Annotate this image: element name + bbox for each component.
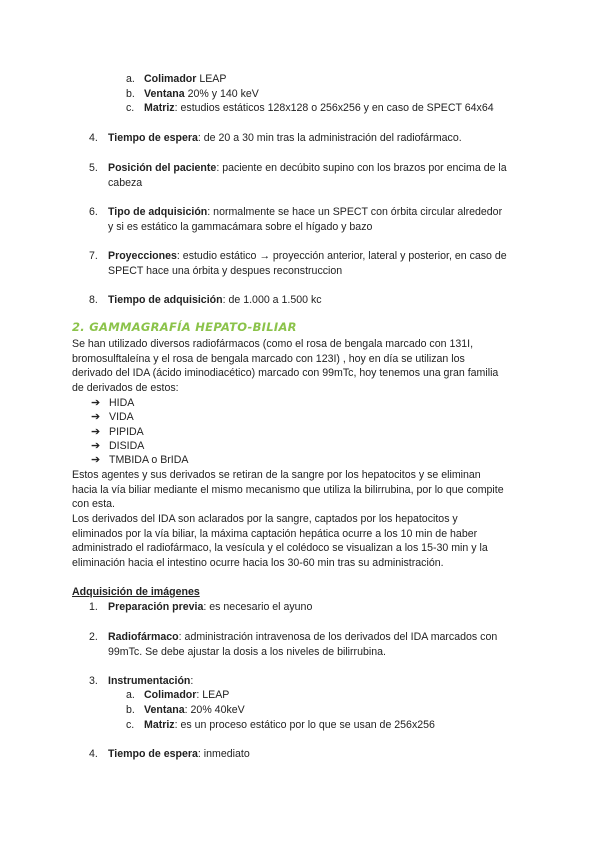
item-marker: b.	[126, 704, 135, 716]
item-label: Tiempo de adquisición	[108, 294, 223, 306]
item-marker: c.	[126, 102, 135, 114]
item-text: estudios estáticos 128x128 o 256x256 y en caso de SPECT 64x64	[180, 102, 494, 114]
item-label: Radiofármaco	[108, 631, 179, 643]
item-label: Colimador	[144, 689, 197, 701]
item-label: Ventana	[144, 704, 185, 716]
item-label: Proyecciones	[108, 250, 177, 262]
paragraph-line: de derivados de estos:	[72, 382, 179, 394]
item-label: Instrumentación	[108, 675, 191, 687]
list-item: 8. Tiempo de adquisición: de 1.000 a 1.500 kc	[89, 294, 322, 306]
item-marker: b.	[126, 88, 135, 100]
item-marker: 5.	[89, 162, 98, 174]
item-label: Preparación previa	[108, 601, 204, 613]
paragraph-line: bromosulftaleína y el rosa de bengala marcado con 123I) , hoy en día se utilizan los	[72, 353, 465, 365]
item-marker: 7.	[89, 250, 98, 262]
item-sep: :	[174, 102, 181, 114]
bullet-item	[91, 396, 134, 410]
arrow-icon: ➔	[91, 397, 101, 409]
item-sep: :	[174, 719, 181, 731]
list-item: 2. Radiofármaco: administración intravenosa de los derivados del IDA marcados con	[89, 631, 498, 643]
item-label: Matriz	[144, 102, 175, 114]
sublist-item	[126, 703, 245, 717]
subheading: Adquisición de imágenes	[72, 586, 200, 598]
bullet-item	[91, 439, 144, 453]
item-text: de 20 a 30 min tras la administración del radiofármaco.	[203, 132, 462, 144]
bullet-text: VIDA	[109, 411, 134, 423]
bullet-text: PIPIDA	[109, 426, 144, 438]
item-text: paciente en decúbito supino con los brazos por encima de la	[222, 162, 507, 174]
sublist-item	[126, 688, 229, 702]
list-item: 7. Proyecciones: estudio estático → proyección anterior, lateral y posterior, en caso de	[89, 250, 507, 262]
item-text: administración intravenosa de los derivados del IDA marcados con	[184, 631, 498, 643]
item-text: es necesario el ayuno	[209, 601, 313, 613]
paragraph-line: Se han utilizado diversos radiofármacos (como el rosa de bengala marcado con 131I,	[72, 338, 474, 350]
bullet-text: DISIDA	[109, 440, 145, 452]
item-marker: 3.	[89, 675, 98, 687]
item-text: de 1.000 a 1.500 kc	[228, 294, 322, 306]
sublist-item	[126, 718, 435, 732]
paragraph-line: eliminación hacia el intestino ocurre hacia los 30-60 min tras su administración.	[72, 557, 444, 569]
item-text: estudio estático → proyección anterior, lateral y posterior, en caso de	[182, 250, 507, 262]
item-text: LEAP	[202, 689, 230, 701]
paragraph-line: derivado del IDA (ácido iminodiacético) marcado con 99mTc, hoy tenemos una gran familia	[72, 367, 499, 379]
item-text-continued: cabeza	[108, 177, 143, 189]
sublist-item	[126, 87, 259, 101]
arrow-icon: ➔	[91, 440, 101, 452]
paragraph-line: administrado el radiofármaco, la vesícula y el colédoco se visualizan a los 15-30 min y la	[72, 542, 488, 554]
item-marker: 6.	[89, 206, 98, 218]
list-item: 5. Posición del paciente: paciente en decúbito supino con los brazos por encima de la	[89, 162, 507, 174]
item-marker: a.	[126, 73, 135, 85]
paragraph-line: eliminados por la vía biliar, la máxima captación hepática ocurre a los 10 min de haber	[72, 528, 478, 540]
paragraph-line: hacia la vía biliar mediante el mismo mecanismo que utiliza la bilirrubina, por lo que compite	[72, 484, 504, 496]
bullet-text: TMBIDA o BrIDA	[109, 454, 189, 466]
bullet-text: HIDA	[109, 397, 135, 409]
list-item: 4. Tiempo de espera: inmediato	[89, 748, 250, 760]
item-label: Tiempo de espera	[108, 748, 198, 760]
item-label: Matriz	[144, 719, 175, 731]
item-marker: 2.	[89, 631, 98, 643]
item-text: es un proceso estático por lo que se usan de 256x256	[180, 719, 435, 731]
arrow-icon: ➔	[91, 411, 101, 423]
item-marker: a.	[126, 689, 135, 701]
item-label: Ventana	[144, 88, 185, 100]
paragraph-line: Estos agentes y sus derivados se retiran de la sangre por los hepatocitos y se eliminan	[72, 469, 481, 481]
bullet-item	[91, 410, 134, 424]
item-text: inmediato	[203, 748, 250, 760]
item-text-continued: y si es estático la gammacámara sobre el hígado y bazo	[108, 221, 373, 233]
item-text: 20% y 140 keV	[187, 88, 259, 100]
item-text: LEAP	[199, 73, 227, 85]
item-label: Colimador	[144, 73, 197, 85]
arrow-icon: ➔	[91, 426, 101, 438]
item-marker: 4.	[89, 748, 98, 760]
item-label: Tipo de adquisición	[108, 206, 208, 218]
bullet-item	[91, 453, 188, 467]
item-label: Tiempo de espera	[108, 132, 198, 144]
item-text-continued: 99mTc. Se debe ajustar la dosis a los niveles de bilirrubina.	[108, 646, 386, 658]
list-item: 3. Instrumentación:	[89, 675, 194, 687]
section-title: 2. GAMMAGRAFÍA HEPATO-BILIAR	[72, 320, 297, 334]
paragraph-line: Los derivados del IDA son aclarados por la sangre, captados por los hepatocitos y	[72, 513, 458, 525]
item-marker: 4.	[89, 132, 98, 144]
arrow-icon: ➔	[91, 454, 101, 466]
item-text-continued: SPECT hace una órbita y despues reconstruccion	[108, 265, 343, 277]
item-text: 20% 40keV	[190, 704, 245, 716]
list-item: 1. Preparación previa: es necesario el ayuno	[89, 601, 313, 613]
item-marker: 8.	[89, 294, 98, 306]
paragraph-line: con esta.	[72, 498, 115, 510]
item-text: normalmente se hace un SPECT con órbita circular alrededor	[213, 206, 503, 218]
list-item: 4. Tiempo de espera: de 20 a 30 min tras la administración del radiofármaco.	[89, 132, 462, 144]
bullet-item	[91, 425, 144, 439]
sublist-item	[126, 101, 494, 115]
item-marker: 1.	[89, 601, 98, 613]
sublist-item	[126, 72, 226, 86]
item-sep: :	[184, 704, 191, 716]
item-label: Posición del paciente	[108, 162, 217, 174]
item-sep: :	[196, 689, 203, 701]
item-marker: c.	[126, 719, 135, 731]
list-item: 6. Tipo de adquisición: normalmente se hace un SPECT con órbita circular alrededor	[89, 206, 503, 218]
